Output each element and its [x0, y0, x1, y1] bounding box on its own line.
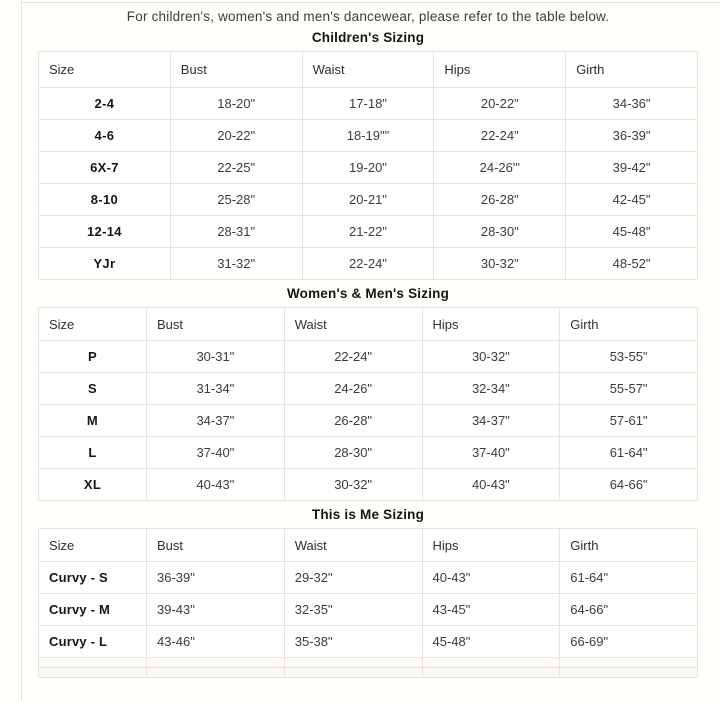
empty-cell: [147, 658, 285, 668]
value-cell: 43-46": [147, 626, 285, 658]
table-row: [39, 562, 698, 594]
value-cell: 40-43": [422, 469, 560, 501]
value-cell: 22-24": [434, 120, 566, 152]
size-cell: Curvy - S: [39, 562, 147, 594]
table-row: [39, 248, 698, 280]
value-cell: 36-39": [566, 120, 698, 152]
column-header: Bust: [147, 529, 285, 562]
value-cell: 61-64": [560, 437, 698, 469]
value-cell: 34-37": [422, 405, 560, 437]
column-header: Waist: [302, 52, 434, 88]
column-header: Size: [39, 52, 171, 88]
size-cell: 6X-7: [39, 152, 171, 184]
column-header: Hips: [434, 52, 566, 88]
value-cell: 32-35": [284, 594, 422, 626]
size-cell: 2-4: [39, 88, 171, 120]
table-row: [39, 341, 698, 373]
header-row: [39, 52, 698, 88]
header-row: [39, 529, 698, 562]
value-cell: 22-25": [170, 152, 302, 184]
table-row: [39, 373, 698, 405]
value-cell: 22-24": [284, 341, 422, 373]
value-cell: 37-40": [422, 437, 560, 469]
value-cell: 32-34": [422, 373, 560, 405]
table-row: [39, 626, 698, 658]
table-row: [39, 88, 698, 120]
column-header: Hips: [422, 529, 560, 562]
value-cell: 40-43": [422, 562, 560, 594]
value-cell: 28-31": [170, 216, 302, 248]
value-cell: 64-66": [560, 594, 698, 626]
table-row: [39, 216, 698, 248]
value-cell: 25-28": [170, 184, 302, 216]
value-cell: 37-40": [147, 437, 285, 469]
size-cell: Curvy - L: [39, 626, 147, 658]
size-cell: S: [39, 373, 147, 405]
page-left-rule: [21, 0, 22, 701]
value-cell: 26-28": [434, 184, 566, 216]
size-cell: P: [39, 341, 147, 373]
table-row: [39, 184, 698, 216]
value-cell: 30-31": [147, 341, 285, 373]
column-header: Bust: [147, 308, 285, 341]
empty-cell: [560, 668, 698, 678]
value-cell: 45-48": [422, 626, 560, 658]
value-cell: 53-55": [560, 341, 698, 373]
column-header: Hips: [422, 308, 560, 341]
empty-cell: [422, 658, 560, 668]
children-sizing-table: [38, 51, 698, 280]
value-cell: 40-43": [147, 469, 285, 501]
value-cell: 17-18": [302, 88, 434, 120]
header-row: [39, 308, 698, 341]
value-cell: 30-32": [434, 248, 566, 280]
table-row: [39, 405, 698, 437]
value-cell: 30-32": [422, 341, 560, 373]
empty-cell: [147, 668, 285, 678]
value-cell: 64-66": [560, 469, 698, 501]
value-cell: 30-32": [284, 469, 422, 501]
value-cell: 21-22": [302, 216, 434, 248]
size-cell: M: [39, 405, 147, 437]
value-cell: 66-69": [560, 626, 698, 658]
size-cell: YJr: [39, 248, 171, 280]
size-cell: 4-6: [39, 120, 171, 152]
empty-cell: [284, 668, 422, 678]
value-cell: 36-39": [147, 562, 285, 594]
value-cell: 39-42": [566, 152, 698, 184]
column-header: Waist: [284, 529, 422, 562]
value-cell: 35-38": [284, 626, 422, 658]
value-cell: 26-28": [284, 405, 422, 437]
table-row: [39, 152, 698, 184]
empty-cell: [39, 668, 147, 678]
table-row: [39, 594, 698, 626]
size-chart-page: [38, 0, 698, 678]
value-cell: 57-61": [560, 405, 698, 437]
value-cell: 31-32": [170, 248, 302, 280]
value-cell: 19-20": [302, 152, 434, 184]
column-header: Bust: [170, 52, 302, 88]
table-row: [39, 437, 698, 469]
size-cell: 8-10: [39, 184, 171, 216]
value-cell: 18-19"": [302, 120, 434, 152]
column-header: Size: [39, 308, 147, 341]
value-cell: 48-52": [566, 248, 698, 280]
value-cell: 20-22": [170, 120, 302, 152]
empty-cell: [422, 668, 560, 678]
empty-row: [39, 658, 698, 668]
column-header: Girth: [560, 529, 698, 562]
womens-mens-sizing-table: [38, 307, 698, 501]
column-header: Size: [39, 529, 147, 562]
empty-cell: [39, 658, 147, 668]
empty-cell: [560, 658, 698, 668]
table-row: [39, 120, 698, 152]
value-cell: 43-45": [422, 594, 560, 626]
this-is-me-sizing-table: [38, 528, 698, 678]
size-cell: 12-14: [39, 216, 171, 248]
children-sizing-title: Children's Sizing: [311, 30, 425, 45]
value-cell: 28-30": [434, 216, 566, 248]
value-cell: 24-26": [284, 373, 422, 405]
value-cell: 55-57": [560, 373, 698, 405]
value-cell: 20-22": [434, 88, 566, 120]
value-cell: 45-48": [566, 216, 698, 248]
value-cell: 29-32": [284, 562, 422, 594]
size-cell: XL: [39, 469, 147, 501]
value-cell: 34-36": [566, 88, 698, 120]
empty-cell: [284, 658, 422, 668]
value-cell: 24-26"': [434, 152, 566, 184]
value-cell: 61-64": [560, 562, 698, 594]
size-cell: Curvy - M: [39, 594, 147, 626]
value-cell: 34-37": [147, 405, 285, 437]
womens-mens-sizing-title: Women's & Men's Sizing: [286, 286, 450, 301]
intro-text: For children's, women's and men's dancewear, please refer to the table below.: [126, 9, 610, 24]
empty-row: [39, 668, 698, 678]
size-cell: L: [39, 437, 147, 469]
table-row: [39, 469, 698, 501]
value-cell: 28-30": [284, 437, 422, 469]
value-cell: 42-45": [566, 184, 698, 216]
value-cell: 20-21": [302, 184, 434, 216]
value-cell: 22-24": [302, 248, 434, 280]
this-is-me-sizing-title: This is Me Sizing: [311, 507, 425, 522]
value-cell: 39-43": [147, 594, 285, 626]
column-header: Girth: [560, 308, 698, 341]
value-cell: 31-34": [147, 373, 285, 405]
value-cell: 18-20": [170, 88, 302, 120]
column-header: Girth: [566, 52, 698, 88]
column-header: Waist: [284, 308, 422, 341]
